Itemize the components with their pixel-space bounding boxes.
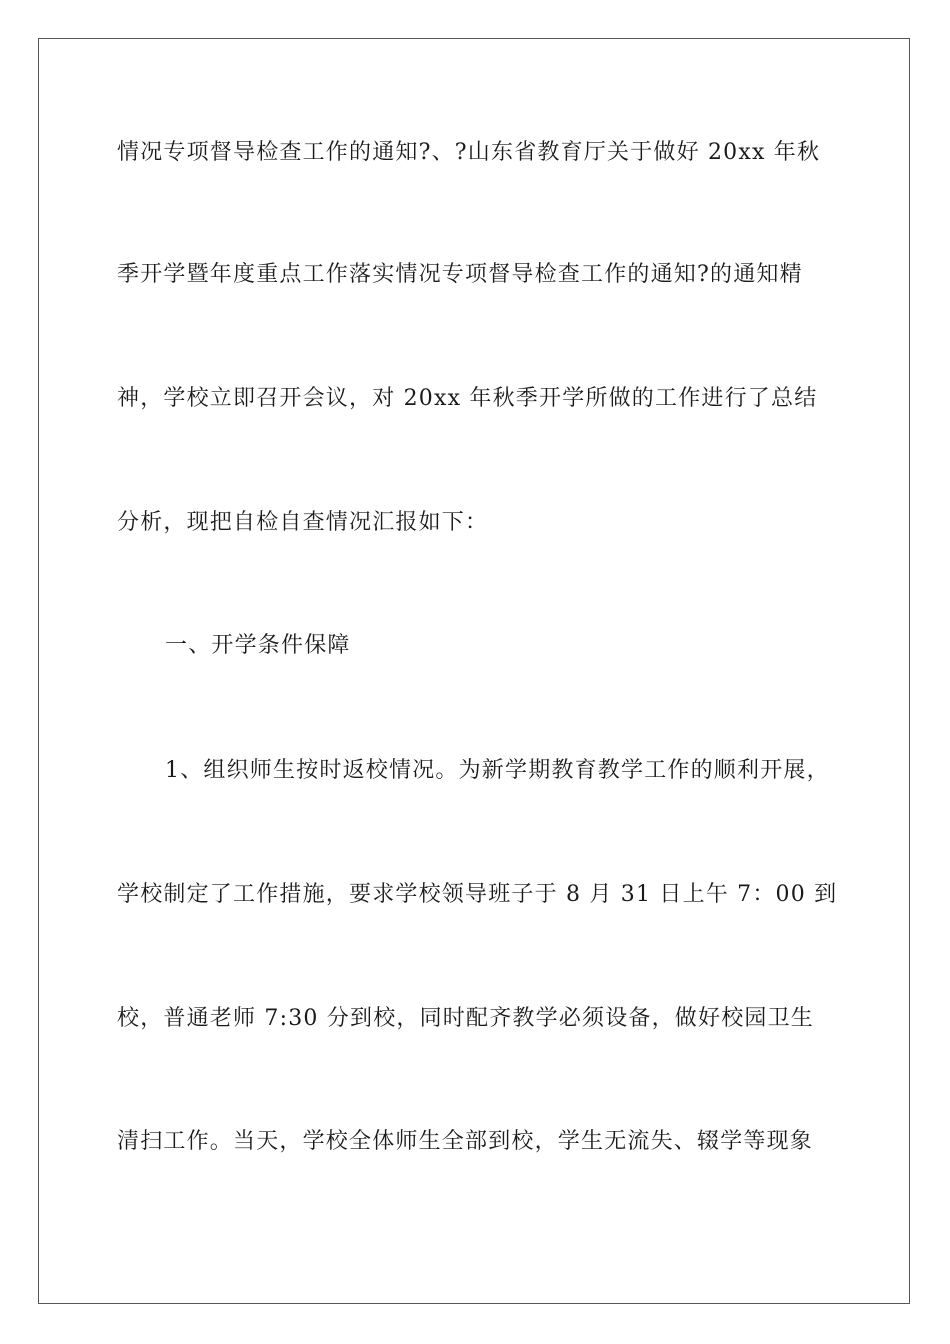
paragraph-line: 校，普通老师 7:30 分到校，同时配齐教学必须设备，做好校园卫生	[117, 1006, 814, 1031]
paragraph-line: 情况专项督导检查工作的通知?、?山东省教育厅关于做好 20xx 年秋	[117, 140, 821, 165]
paragraph-line: 分析，现把自检自查情况汇报如下：	[117, 510, 489, 535]
section-heading: 一、开学条件保障	[165, 633, 351, 658]
page-border	[38, 38, 910, 1304]
paragraph-line: 1、组织师生按时返校情况。为新学期教育教学工作的顺利开展，	[165, 758, 830, 783]
paragraph-line: 清扫工作。当天，学校全体师生全部到校，学生无流失、辍学等现象	[117, 1129, 814, 1154]
paragraph-line: 季开学暨年度重点工作落实情况专项督导检查工作的通知?的通知精	[117, 262, 803, 287]
paragraph-line: 学校制定了工作措施，要求学校领导班子于 8 月 31 日上午 7：00 到	[117, 882, 838, 907]
paragraph-line: 神，学校立即召开会议，对 20xx 年秋季开学所做的工作进行了总结	[117, 386, 818, 411]
